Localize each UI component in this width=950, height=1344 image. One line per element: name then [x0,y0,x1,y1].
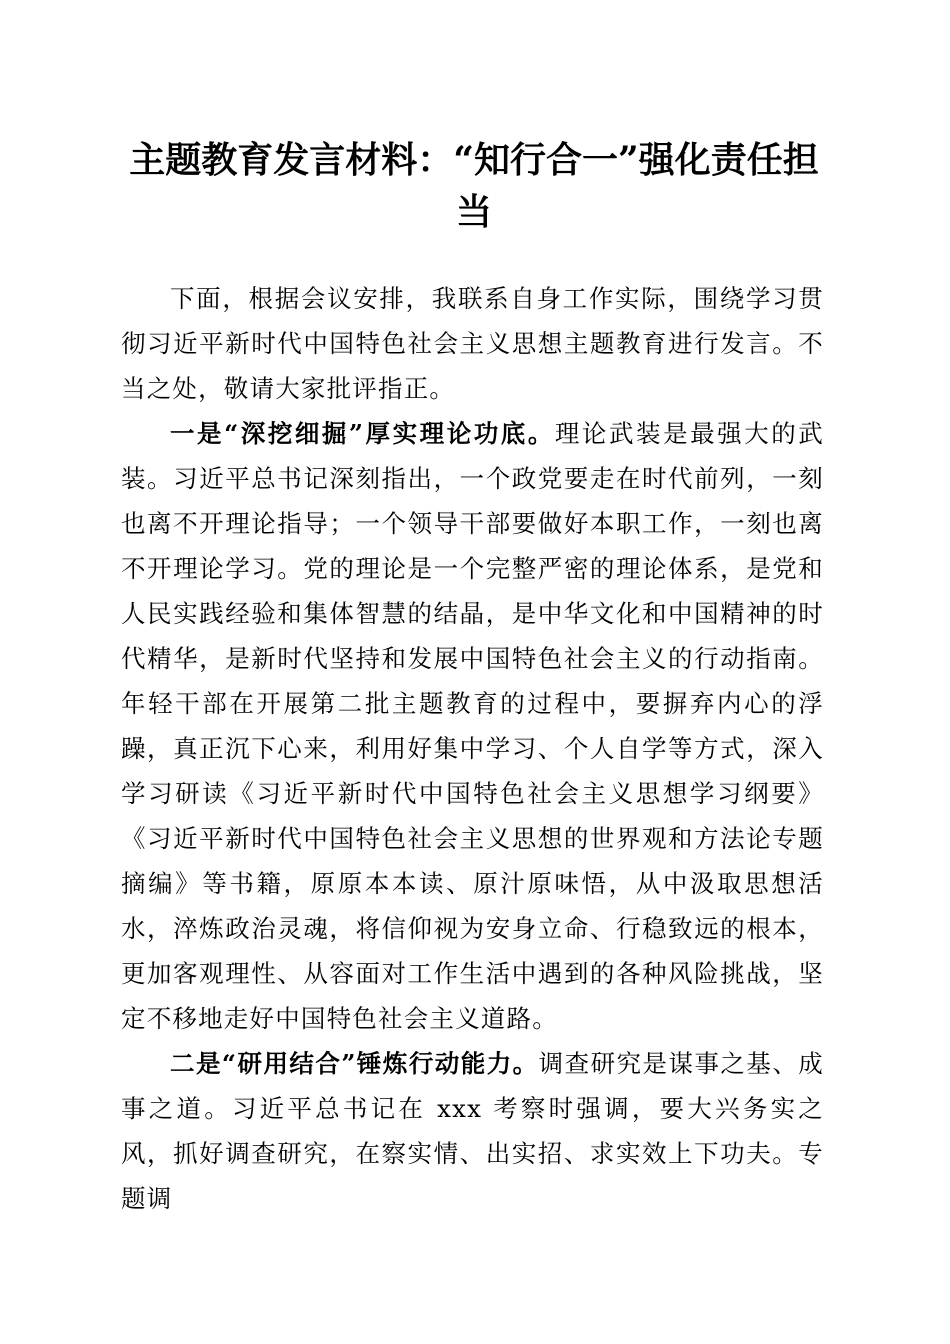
paragraph-text: 调查研究是谋事之基、成事之道。习近平总书记在 xxx 考察时强调，要大兴务实之风，抓好调查研究，在察实情、出实招、求实效上下功夫。专题调 [121,1049,824,1213]
paragraph-lead: 二是“研用结合”锤炼行动能力。 [170,1049,539,1078]
paragraph-text: 理论武装是最强大的武装。习近平总书记深刻指出，一个政党要走在时代前列，一刻也离不开理论指导；一个领导干部要做好本职工作，一刻也离不开理论学习。党的理论是一个完整严密的理论体系，是党和人民实践经验和集体智慧的结晶，是中华文化和中国精神的时代精华，是新时代坚持和发展中国特色社会主义的行动指南。年轻干部在开展第二批主题教育的过程中，要摒弃内心的浮躁，真正沉下心来，利用好集中学习、个人自学等方式，深入学习研读《习近平新时代中国特色社会主义思想学习纲要》《习近平新时代中国特色社会主义思想的世界观和方法论专题摘编》等书籍，原原本本读、原汁原味悟，从中汲取思想活水，淬炼政治灵魂，将信仰视为安身立命、行稳致远的根本，更加客观理性、从容面对工作生活中遇到的各种风险挑战，坚定不移地走好中国特色社会主义道路。 [121,419,825,1033]
paragraph-text: 下面，根据会议安排，我联系自身工作实际，围绕学习贯彻习近平新时代中国特色社会主义思想主题教育进行发言。不当之处，敬请大家批评指正。 [121,284,824,403]
document-body [121,276,824,1221]
document-title: 主题教育发言材料：“知行合一”强化责任担当 [129,139,819,233]
paragraph-point-one [121,411,824,1041]
paragraph-point-two [121,1041,824,1221]
paragraph-intro [121,276,824,411]
paragraph-lead: 一是“深挖细掘”厚实理论功底。 [170,419,555,448]
